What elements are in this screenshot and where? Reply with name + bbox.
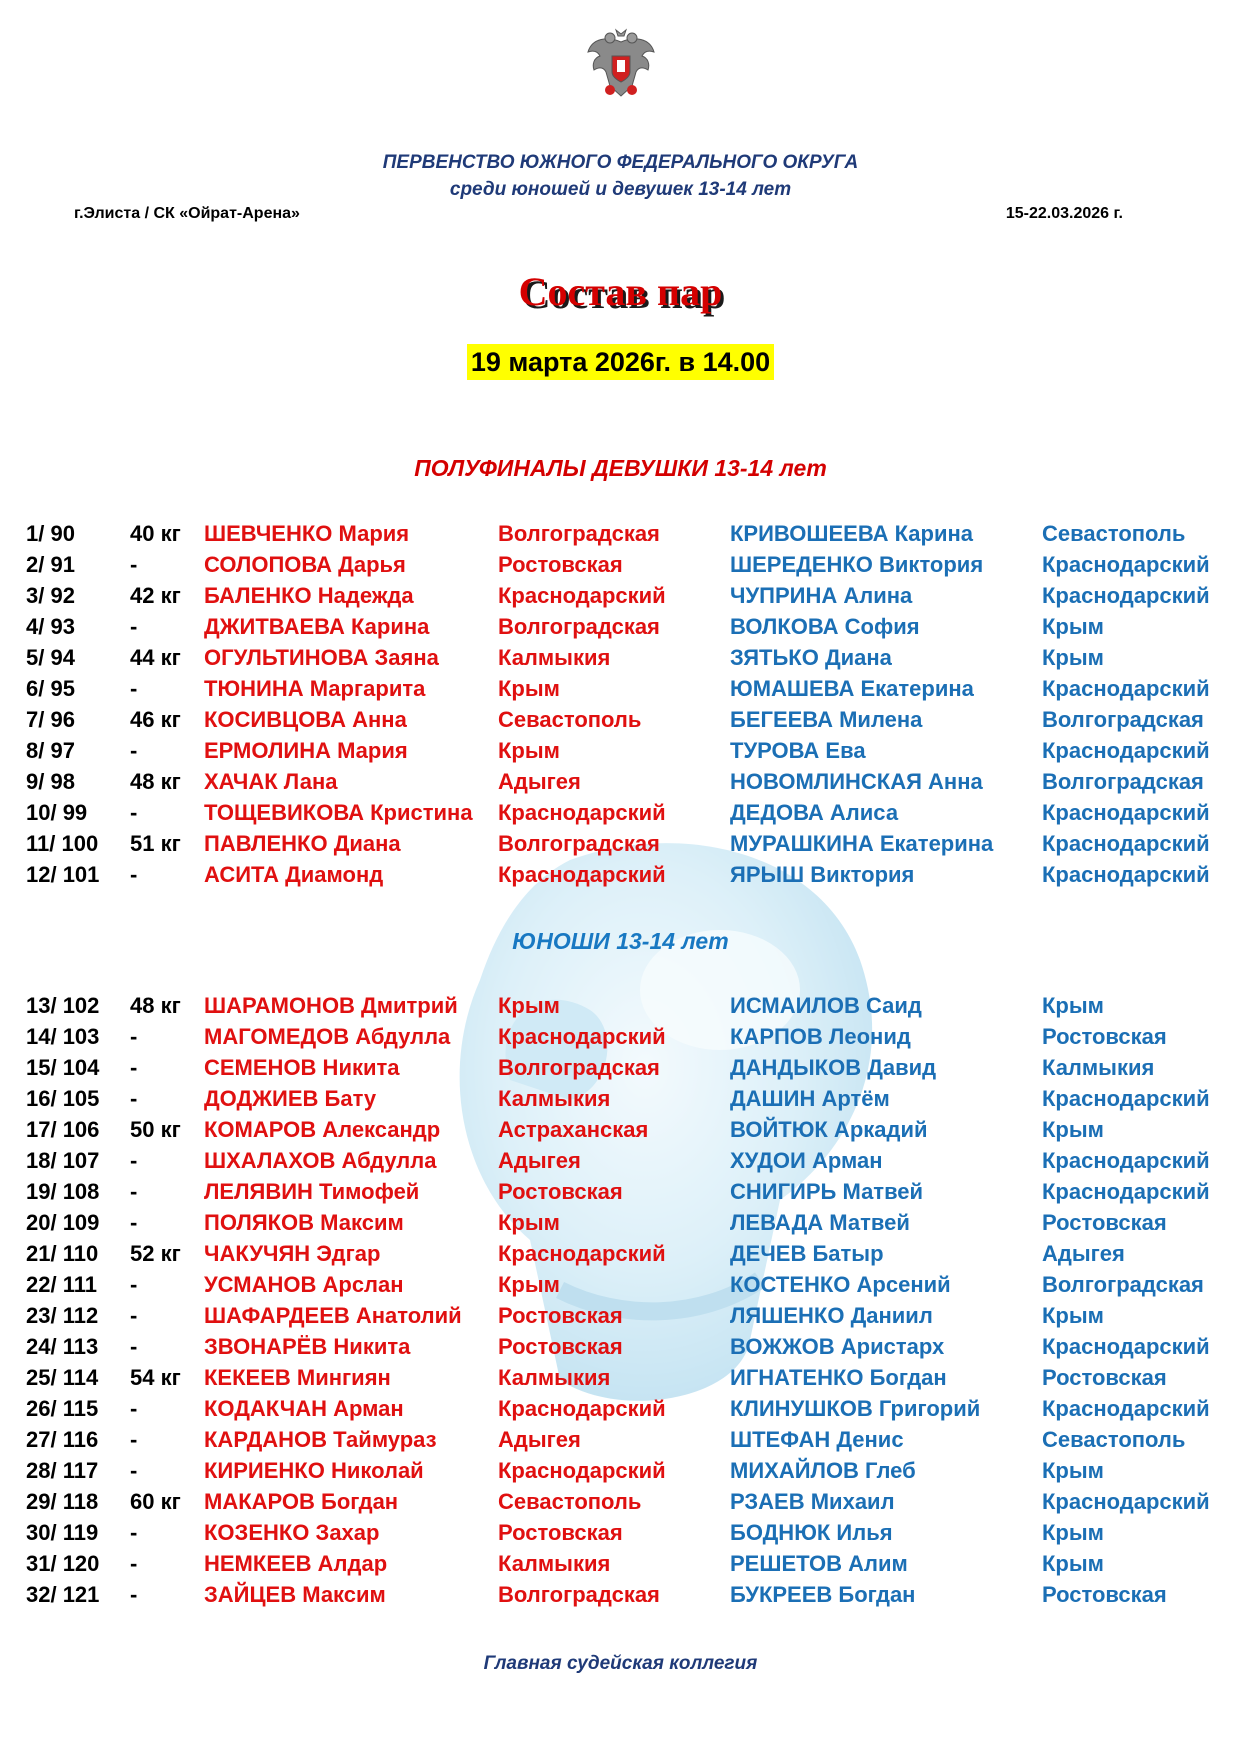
- red-corner-region: Адыгея: [498, 769, 581, 794]
- weight-class: -: [130, 1272, 138, 1297]
- session-datetime: 19 марта 2026г. в 14.00: [467, 344, 774, 380]
- blue-corner-name: ИГНАТЕНКО Богдан: [730, 1365, 947, 1390]
- blue-corner-region: Крым: [1042, 1303, 1104, 1328]
- blue-corner-region: Севастополь: [1042, 521, 1186, 546]
- blue-corner-region: Крым: [1042, 1117, 1104, 1142]
- table-row: [0, 580, 1241, 611]
- red-corner-region: Ростовская: [498, 1303, 623, 1328]
- red-corner-region: Крым: [498, 1272, 560, 1297]
- blue-corner-region: Краснодарский: [1042, 1489, 1210, 1514]
- blue-corner-region: Волгоградская: [1042, 707, 1204, 732]
- red-corner-region: Краснодарский: [498, 1396, 666, 1421]
- blue-corner-name: РЗАЕВ Михаил: [730, 1489, 895, 1514]
- girls-pairs-list: [0, 518, 1241, 890]
- red-corner-region: Крым: [498, 1210, 560, 1235]
- table-row: [0, 1486, 1241, 1517]
- bout-number: 30/ 119: [26, 1520, 99, 1545]
- table-row: [0, 1424, 1241, 1455]
- red-corner-name: ШАФАРДЕЕВ Анатолий: [204, 1303, 462, 1328]
- red-corner-region: Краснодарский: [498, 583, 666, 608]
- session-wrapper: [0, 344, 1241, 380]
- bout-number: 29/ 118: [26, 1489, 99, 1514]
- weight-class: -: [130, 1179, 138, 1204]
- boys-section-heading: ЮНОШИ 13-14 лет: [512, 928, 729, 954]
- blue-corner-name: ШТЕФАН Денис: [730, 1427, 904, 1452]
- table-row: [0, 1238, 1241, 1269]
- bout-number: 25/ 114: [26, 1365, 99, 1390]
- blue-corner-name: СНИГИРЬ Матвей: [730, 1179, 924, 1204]
- red-corner-name: ДЖИТВАЕВА Карина: [204, 614, 430, 639]
- table-row: [0, 1331, 1241, 1362]
- bout-number: 2/ 91: [26, 552, 75, 577]
- blue-corner-name: ХУДОИ Арман: [730, 1148, 883, 1173]
- blue-corner-name: КАРПОВ Леонид: [730, 1024, 911, 1049]
- table-row: [0, 1579, 1241, 1610]
- bout-number: 1/ 90: [26, 521, 75, 546]
- red-corner-region: Калмыкия: [498, 645, 611, 670]
- blue-corner-name: ДАШИН Артём: [730, 1086, 890, 1111]
- blue-corner-region: Адыгея: [1042, 1241, 1125, 1266]
- red-corner-name: ПОЛЯКОВ Максим: [204, 1210, 404, 1235]
- red-corner-name: МАГОМЕДОВ Абдулла: [204, 1024, 451, 1049]
- weight-class: -: [130, 738, 138, 763]
- red-corner-region: Адыгея: [498, 1427, 581, 1452]
- bout-number: 4/ 93: [26, 614, 75, 639]
- blue-corner-name: ЧУПРИНА Алина: [730, 583, 913, 608]
- table-row: [0, 642, 1241, 673]
- bout-number: 22/ 111: [26, 1272, 97, 1297]
- red-corner-name: ЗВОНАРЁВ Никита: [204, 1334, 411, 1359]
- blue-corner-name: ЗЯТЬКО Диана: [730, 645, 892, 670]
- bout-number: 9/ 98: [26, 769, 75, 794]
- blue-corner-name: ДАНДЫКОВ Давид: [730, 1055, 937, 1080]
- red-corner-region: Севастополь: [498, 1489, 642, 1514]
- weight-class: -: [130, 800, 138, 825]
- blue-corner-name: ЛЯШЕНКО Даниил: [730, 1303, 933, 1328]
- weight-class: -: [130, 676, 138, 701]
- blue-corner-name: БУКРЕЕВ Богдан: [730, 1582, 916, 1607]
- blue-corner-region: Волгоградская: [1042, 1272, 1204, 1297]
- red-corner-name: КОСИВЦОВА Анна: [204, 707, 407, 732]
- weight-class: 40 кг: [130, 521, 181, 546]
- table-row: [0, 797, 1241, 828]
- blue-corner-name: ИСМАИЛОВ Саид: [730, 993, 922, 1018]
- table-row: [0, 1517, 1241, 1548]
- weight-class: -: [130, 1458, 138, 1483]
- red-corner-region: Волгоградская: [498, 614, 660, 639]
- girls-section-heading: ПОЛУФИНАЛЫ ДЕВУШКИ 13-14 лет: [414, 455, 827, 481]
- bout-number: 3/ 92: [26, 583, 75, 608]
- red-corner-region: Волгоградская: [498, 1055, 660, 1080]
- weight-class: -: [130, 1520, 138, 1545]
- blue-corner-region: Ростовская: [1042, 1024, 1167, 1049]
- blue-corner-region: Краснодарский: [1042, 552, 1210, 577]
- table-row: [0, 1207, 1241, 1238]
- weight-class: -: [130, 614, 138, 639]
- red-corner-name: НЕМКЕЕВ Алдар: [204, 1551, 388, 1576]
- weight-class: -: [130, 1582, 138, 1607]
- table-row: [0, 1548, 1241, 1579]
- red-corner-name: ЧАКУЧЯН Эдгар: [204, 1241, 381, 1266]
- blue-corner-name: ЯРЫШ Виктория: [730, 862, 915, 887]
- red-corner-name: КОДАКЧАН Арман: [204, 1396, 404, 1421]
- blue-corner-region: Краснодарский: [1042, 1148, 1210, 1173]
- red-corner-name: ТЮНИНА Маргарита: [204, 676, 426, 701]
- table-row: [0, 1455, 1241, 1486]
- blue-corner-region: Волгоградская: [1042, 769, 1204, 794]
- red-corner-region: Крым: [498, 738, 560, 763]
- blue-corner-name: ВОЛКОВА София: [730, 614, 920, 639]
- red-corner-region: Краснодарский: [498, 1241, 666, 1266]
- blue-corner-region: Краснодарский: [1042, 676, 1210, 701]
- weight-class: -: [130, 1148, 138, 1173]
- bout-number: 27/ 116: [26, 1427, 99, 1452]
- blue-corner-name: ЛЕВАДА Матвей: [730, 1210, 910, 1235]
- championship-subtitle: среди юношей и девушек 13-14 лет: [449, 179, 792, 200]
- table-row: [0, 1269, 1241, 1300]
- red-corner-name: КАРДАНОВ Таймураз: [204, 1427, 437, 1452]
- red-corner-region: Калмыкия: [498, 1086, 611, 1111]
- red-corner-name: ЛЕЛЯВИН Тимофей: [204, 1179, 420, 1204]
- blue-corner-region: Севастополь: [1042, 1427, 1186, 1452]
- red-corner-region: Астраханская: [498, 1117, 649, 1142]
- blue-corner-name: ВОЙТЮК Аркадий: [730, 1117, 928, 1142]
- blue-corner-region: Краснодарский: [1042, 1179, 1210, 1204]
- blue-corner-name: РЕШЕТОВ Алим: [730, 1551, 908, 1576]
- venue: г.Элиста / СК «Ойрат-Арена»: [74, 205, 300, 222]
- table-row: [0, 1052, 1241, 1083]
- blue-corner-region: Крым: [1042, 614, 1104, 639]
- event-dates: 15-22.03.2026 г.: [1005, 205, 1123, 222]
- bout-number: 26/ 115: [26, 1396, 99, 1421]
- red-corner-region: Волгоградская: [498, 1582, 660, 1607]
- blue-corner-region: Крым: [1042, 1551, 1104, 1576]
- table-row: [0, 828, 1241, 859]
- table-row: [0, 1145, 1241, 1176]
- table-row: [0, 1362, 1241, 1393]
- red-corner-name: ЗАЙЦЕВ Максим: [204, 1582, 386, 1607]
- double-headed-eagle-emblem-icon: [586, 28, 656, 102]
- blue-corner-region: Краснодарский: [1042, 583, 1210, 608]
- bout-number: 13/ 102: [26, 993, 100, 1018]
- table-row: [0, 735, 1241, 766]
- weight-class: -: [130, 1427, 138, 1452]
- blue-corner-region: Краснодарский: [1042, 1086, 1210, 1111]
- blue-corner-name: ЮМАШЕВА Екатерина: [730, 676, 974, 701]
- red-corner-region: Краснодарский: [498, 1024, 666, 1049]
- blue-corner-region: Крым: [1042, 1520, 1104, 1545]
- bout-number: 8/ 97: [26, 738, 75, 763]
- weight-class: -: [130, 1086, 138, 1111]
- table-row: [0, 1176, 1241, 1207]
- weight-class: 46 кг: [130, 707, 181, 732]
- bout-number: 24/ 113: [26, 1334, 99, 1359]
- bout-number: 32/ 121: [26, 1582, 100, 1607]
- blue-corner-region: Калмыкия: [1042, 1055, 1155, 1080]
- red-corner-region: Адыгея: [498, 1148, 581, 1173]
- red-corner-region: Краснодарский: [498, 862, 666, 887]
- red-corner-region: Ростовская: [498, 1179, 623, 1204]
- red-corner-name: ДОДЖИЕВ Бату: [204, 1086, 377, 1111]
- bout-number: 7/ 96: [26, 707, 75, 732]
- table-row: [0, 549, 1241, 580]
- red-corner-region: Калмыкия: [498, 1551, 611, 1576]
- blue-corner-region: Краснодарский: [1042, 738, 1210, 763]
- bout-number: 6/ 95: [26, 676, 75, 701]
- red-corner-name: МАКАРОВ Богдан: [204, 1489, 399, 1514]
- blue-corner-name: БЕГЕЕВА Милена: [730, 707, 923, 732]
- blue-corner-name: КЛИНУШКОВ Григорий: [730, 1396, 981, 1421]
- weight-class: 42 кг: [130, 583, 181, 608]
- blue-corner-name: ТУРОВА Ева: [730, 738, 866, 763]
- blue-corner-region: Краснодарский: [1042, 1396, 1210, 1421]
- red-corner-name: ШЕВЧЕНКО Мария: [204, 521, 410, 546]
- table-row: [0, 766, 1241, 797]
- bout-number: 21/ 110: [26, 1241, 99, 1266]
- blue-corner-region: Ростовская: [1042, 1365, 1167, 1390]
- red-corner-region: Ростовская: [498, 1520, 623, 1545]
- bout-number: 10/ 99: [26, 800, 88, 825]
- red-corner-name: ХАЧАК Лана: [204, 769, 338, 794]
- blue-corner-name: БОДНЮК Илья: [730, 1520, 893, 1545]
- championship-title: ПЕРВЕНСТВО ЮЖНОГО ФЕДЕРАЛЬНОГО ОКРУГА: [382, 152, 859, 173]
- page-title: Состав пар: [518, 269, 723, 314]
- blue-corner-region: Краснодарский: [1042, 831, 1210, 856]
- red-corner-region: Севастополь: [498, 707, 642, 732]
- weight-class: 52 кг: [130, 1241, 181, 1266]
- blue-corner-region: Краснодарский: [1042, 862, 1210, 887]
- weight-class: -: [130, 1210, 138, 1235]
- bout-number: 20/ 109: [26, 1210, 100, 1235]
- bout-number: 17/ 106: [26, 1117, 100, 1142]
- bout-number: 16/ 105: [26, 1086, 100, 1111]
- table-row: [0, 704, 1241, 735]
- red-corner-name: ТОЩЕВИКОВА Кристина: [204, 800, 473, 825]
- blue-corner-name: НОВОМЛИНСКАЯ Анна: [730, 769, 983, 794]
- blue-corner-region: Крым: [1042, 645, 1104, 670]
- bout-number: 12/ 101: [26, 862, 100, 887]
- blue-corner-name: КРИВОШЕЕВА Карина: [730, 521, 974, 546]
- red-corner-region: Волгоградская: [498, 831, 660, 856]
- blue-corner-region: Краснодарский: [1042, 1334, 1210, 1359]
- bout-number: 28/ 117: [26, 1458, 99, 1483]
- bout-number: 31/ 120: [26, 1551, 100, 1576]
- red-corner-region: Крым: [498, 676, 560, 701]
- blue-corner-region: Краснодарский: [1042, 800, 1210, 825]
- weight-class: 48 кг: [130, 769, 181, 794]
- weight-class: -: [130, 862, 138, 887]
- red-corner-name: КИРИЕНКО Николай: [204, 1458, 424, 1483]
- weight-class: -: [130, 1055, 138, 1080]
- red-corner-name: ПАВЛЕНКО Диана: [204, 831, 401, 856]
- weight-class: -: [130, 1024, 138, 1049]
- weight-class: 54 кг: [130, 1365, 181, 1390]
- bout-number: 15/ 104: [26, 1055, 100, 1080]
- red-corner-region: Краснодарский: [498, 1458, 666, 1483]
- weight-class: 60 кг: [130, 1489, 181, 1514]
- red-corner-region: Волгоградская: [498, 521, 660, 546]
- weight-class: -: [130, 1551, 138, 1576]
- red-corner-name: ШХАЛАХОВ Абдулла: [204, 1148, 437, 1173]
- footer-signature: Главная судейская коллегия: [483, 1653, 758, 1674]
- weight-class: -: [130, 1334, 138, 1359]
- table-row: [0, 673, 1241, 704]
- blue-corner-name: ШЕРЕДЕНКО Виктория: [730, 552, 984, 577]
- blue-corner-name: ДЕЧЕВ Батыр: [730, 1241, 884, 1266]
- blue-corner-name: ВОЖЖОВ Аристарх: [730, 1334, 945, 1359]
- table-row: [0, 1021, 1241, 1052]
- blue-corner-name: КОСТЕНКО Арсений: [730, 1272, 951, 1297]
- table-row: [0, 1083, 1241, 1114]
- bout-number: 18/ 107: [26, 1148, 100, 1173]
- weight-class: 48 кг: [130, 993, 181, 1018]
- table-row: [0, 1393, 1241, 1424]
- table-row: [0, 859, 1241, 890]
- weight-class: -: [130, 1303, 138, 1328]
- red-corner-name: СОЛОПОВА Дарья: [204, 552, 406, 577]
- weight-class: 44 кг: [130, 645, 181, 670]
- red-corner-region: Ростовская: [498, 1334, 623, 1359]
- table-row: [0, 1114, 1241, 1145]
- table-row: [0, 1300, 1241, 1331]
- weight-class: 51 кг: [130, 831, 181, 856]
- red-corner-name: СЕМЕНОВ Никита: [204, 1055, 400, 1080]
- weight-class: -: [130, 552, 138, 577]
- table-row: [0, 990, 1241, 1021]
- boys-pairs-list: [0, 990, 1241, 1610]
- blue-corner-name: МИХАЙЛОВ Глеб: [730, 1458, 916, 1483]
- bout-number: 19/ 108: [26, 1179, 100, 1204]
- red-corner-name: ЕРМОЛИНА Мария: [204, 738, 408, 763]
- blue-corner-region: Крым: [1042, 993, 1104, 1018]
- red-corner-name: АСИТА Диамонд: [204, 862, 384, 887]
- red-corner-region: Крым: [498, 993, 560, 1018]
- table-row: [0, 611, 1241, 642]
- red-corner-name: БАЛЕНКО Надежда: [204, 583, 414, 608]
- red-corner-name: КОЗЕНКО Захар: [204, 1520, 380, 1545]
- weight-class: 50 кг: [130, 1117, 181, 1142]
- red-corner-name: КЕКЕЕВ Мингиян: [204, 1365, 391, 1390]
- red-corner-region: Краснодарский: [498, 800, 666, 825]
- bout-number: 23/ 112: [26, 1303, 99, 1328]
- blue-corner-region: Крым: [1042, 1458, 1104, 1483]
- red-corner-name: УСМАНОВ Арслан: [204, 1272, 404, 1297]
- red-corner-region: Калмыкия: [498, 1365, 611, 1390]
- bout-number: 14/ 103: [26, 1024, 100, 1049]
- red-corner-name: ОГУЛЬТИНОВА Заяна: [204, 645, 439, 670]
- table-row: [0, 518, 1241, 549]
- blue-corner-region: Ростовская: [1042, 1210, 1167, 1235]
- bout-number: 11/ 100: [26, 831, 99, 856]
- bout-number: 5/ 94: [26, 645, 75, 670]
- red-corner-name: КОМАРОВ Александр: [204, 1117, 441, 1142]
- red-corner-region: Ростовская: [498, 552, 623, 577]
- weight-class: -: [130, 1396, 138, 1421]
- blue-corner-name: МУРАШКИНА Екатерина: [730, 831, 994, 856]
- blue-corner-region: Ростовская: [1042, 1582, 1167, 1607]
- red-corner-name: ШАРАМОНОВ Дмитрий: [204, 993, 458, 1018]
- blue-corner-name: ДЕДОВА Алиса: [730, 800, 899, 825]
